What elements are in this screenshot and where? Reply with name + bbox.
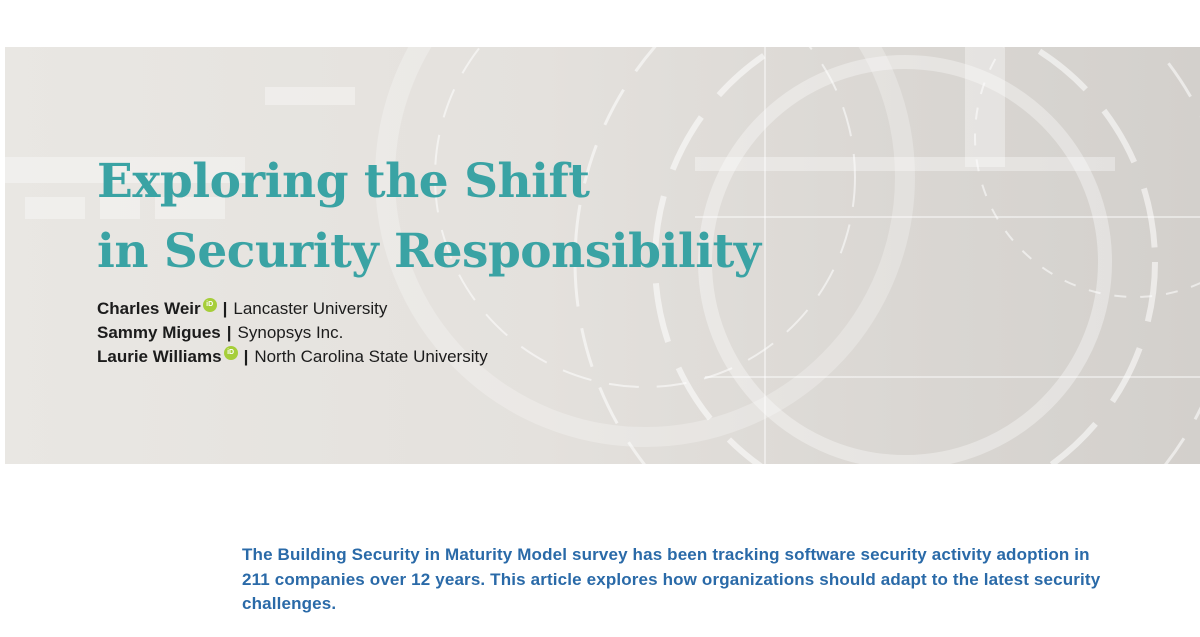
separator: |: [222, 299, 228, 318]
orcid-icon[interactable]: iD: [224, 346, 238, 360]
author-list: [97, 297, 488, 369]
author-name: Sammy Migues: [97, 323, 221, 342]
title-line-2: in Security Responsibility: [97, 224, 761, 279]
article-abstract: The Building Security in Maturity Model survey has been tracking software security activity adoption in 211 companies over 12 years. This article explores how organizations should adapt to the latest security challenges.: [242, 545, 1101, 613]
author-name: Charles Weir: [97, 299, 201, 318]
header-banner: [5, 47, 1200, 464]
article-title: [97, 147, 761, 287]
separator: |: [226, 323, 232, 342]
author-affiliation: Lancaster University: [233, 299, 388, 318]
separator: |: [243, 347, 249, 366]
author-entry: [97, 297, 488, 321]
orcid-icon[interactable]: iD: [203, 298, 217, 312]
title-line-1: Exploring the Shift: [97, 154, 590, 209]
author-entry: [97, 345, 488, 369]
author-name: Laurie Williams: [97, 347, 222, 366]
author-entry: [97, 321, 488, 345]
author-affiliation: North Carolina State University: [254, 347, 488, 366]
author-affiliation: Synopsys Inc.: [237, 323, 344, 342]
